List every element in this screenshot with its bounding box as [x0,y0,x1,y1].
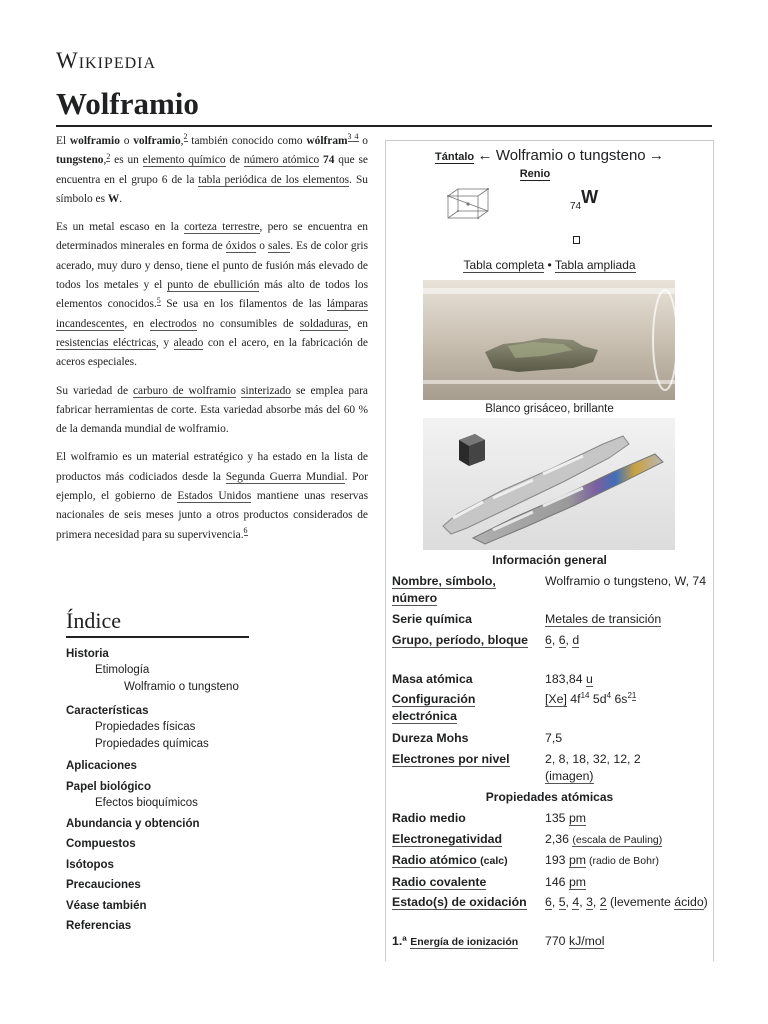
label-radio-covalente-text: Radio covalente [392,875,487,889]
sep: , [565,633,573,647]
text: El [56,135,70,147]
term-wolfram: wólfram [306,135,348,147]
label-config[interactable] [392,691,540,725]
value-masa [545,671,710,688]
radiocov-value: 146 [545,875,569,889]
ox-state-4[interactable]: 4 [572,895,580,909]
link-oxidos[interactable]: óxidos [225,240,257,253]
toc-item-historia[interactable]: Historia [66,648,109,660]
crystal-lattice-icon[interactable] [444,186,494,222]
link-periodo[interactable]: 6 [558,633,566,647]
link-pm[interactable]: pm [568,853,587,867]
label-oxidacion[interactable] [392,894,540,911]
toc-item-isotopos[interactable]: Isótopos [66,858,114,871]
toc-item-propiedades-quimicas[interactable]: Propiedades químicas [95,738,209,750]
toc-item-vease-tambien[interactable]: Véase también [66,899,147,912]
link-bloque[interactable]: d [572,633,580,647]
symbol: W [107,192,120,205]
label-serie: Serie química [392,612,472,626]
text: El wolframio es un material estratégico y ha estado en la lista de productos más codiciados desde la [56,451,368,483]
term-tungsteno: tungsteno [56,154,104,167]
element-name: Wolframio o tungsteno [495,147,646,164]
label-nombre[interactable] [392,573,540,607]
label-nombre-text: Nombre, símbolo, número [392,574,496,605]
link-elemento-quimico[interactable]: elemento químico [142,154,226,167]
ox-state-5[interactable]: 5 [558,895,566,909]
next-element-link[interactable]: Renio [519,168,551,180]
section-atomic-properties: Propiedades atómicas [485,790,614,804]
link-sinterizado[interactable]: sinterizado [241,384,291,397]
table-wide-link[interactable]: Tabla ampliada [554,258,636,272]
ion-ordinal: 1.ª [392,934,411,948]
toc-item-referencias[interactable]: Referencias [66,920,132,932]
orbital-4f-count: 14 [580,690,590,700]
link-imagen[interactable]: (imagen) [545,769,594,783]
text: o [256,240,269,253]
link-metales-transicion[interactable]: Metales de transición [545,612,662,626]
link-soldaduras[interactable]: soldaduras [299,317,349,330]
wikipedia-logo[interactable]: Wikipedia [56,48,157,73]
value-oxidacion: 6, 5, 4, 3, 2 (levemente ácido) [545,895,708,909]
term-wolframio: wolframio [69,135,120,147]
intro-paragraph-2 [56,218,368,372]
label-config-text: Configuración electrónica [392,692,476,723]
text: o [358,135,368,147]
link-aleado[interactable]: aleado [173,336,204,349]
label-radio-atomico[interactable] [392,852,540,870]
toc-item-precauciones[interactable]: Precauciones [66,879,141,891]
text: más alto de todos los elementos conocidos. [56,279,369,311]
term-volframio: volframio [133,135,181,147]
toc-item-compuestos[interactable]: Compuestos [66,838,136,850]
toc-item-abundancia[interactable]: Abundancia y obtención [66,817,200,830]
ref-2[interactable]: 2 [183,132,188,142]
text: , en [348,317,368,330]
ox-state-2[interactable]: 2 [599,895,607,909]
table-links [386,258,713,272]
text: . Es de color gris acerado, muy duro y denso, tiene el punto de fusión más elevado de todos los metales y el [56,240,369,292]
link-pauling[interactable]: (escala de Pauling) [572,834,663,846]
oxid-text: (levemente [606,895,675,909]
sample-caption: Blanco grisáceo, brillante [485,403,614,415]
label-radio-atomico-text: Radio atómico [392,853,481,867]
label-oxidacion-text: Estado(s) de oxidación [392,895,527,909]
ref-1[interactable]: 1 [631,690,637,700]
radio-value: 135 [545,811,569,825]
intro-paragraph-1: El wolframio o volframio,$^2$ también conocido como wólfram$^{3 4}$ o tungsteno,$^2$ es un elemento químico de número atómico 74 que se encuentra en el grupo 6 de la tabla periódica de los elementos. Su símbolo es W. [56,132,368,205]
orbital-6s-count: 2 [627,690,632,700]
value-electroneg [545,831,710,849]
element-navigation [386,147,713,164]
toc-item-aplicaciones[interactable]: Aplicaciones [66,760,137,772]
intro-paragraph-4 [56,448,368,544]
left-arrow: ← [477,147,493,164]
ref-2b[interactable]: 2 [106,151,111,161]
value-config [545,691,710,708]
toc-title: Índice [66,608,249,638]
atomic-number-label: 74 [570,201,582,212]
link-pm[interactable]: pm [568,811,587,825]
toc-item-efectos-bioquimicos[interactable]: Efectos bioquímicos [95,796,198,809]
link-segunda-guerra[interactable]: Segunda Guerra Mundial [225,470,345,483]
ion-value: 770 [545,934,569,948]
link-pm[interactable]: pm [568,875,587,889]
tungsten-sample-photo[interactable] [423,280,675,400]
label-electroneg-text: Electronegatividad [392,832,503,846]
section-general-info: Información general [492,553,607,567]
value-ionizacion [545,933,710,950]
ref-3-4[interactable]: 3 4 [347,132,359,142]
link-carburo[interactable]: carburo de wolframio [133,384,236,397]
title-divider [56,125,712,127]
toc-item-caracteristicas[interactable]: Características [66,705,149,717]
text: , pero se encuentra en determinados minerales en forma de [56,221,368,253]
article-body [56,132,368,554]
ref-5[interactable]: 5 [156,295,161,305]
orbital-5d-count: 4 [606,690,612,700]
text: o [119,135,134,147]
radioat-value: 193 [545,853,569,867]
table-of-contents [66,608,366,937]
value-electrones [545,751,710,785]
text: Es un metal escaso en la [56,221,185,234]
ox-state-6[interactable]: 6 [545,895,552,909]
link-xenon[interactable]: [Xe] [545,692,567,706]
electroneg-value: 2,36 [545,832,573,846]
prev-element-link[interactable]: Tántalo [435,151,475,163]
text: Su variedad de [56,384,133,397]
text: es un [110,154,143,167]
label-electrones[interactable] [392,751,540,768]
link-kj-mol[interactable]: kJ/mol [568,934,605,948]
link-punto-ebullicion[interactable]: punto de ebullición [167,279,260,292]
label-ionizacion[interactable] [392,933,540,951]
page-title: Wolframio [56,86,199,121]
orbital-5d: 5d [589,692,607,706]
text: de [225,154,244,167]
label-grupo-text: Grupo, período, bloque [392,633,528,647]
text: mantiene unas reservas nacionales de seis meses junto a otros productos considerados de primera necesidad para su supervivencia. [56,490,368,541]
text: que se encuentra en el grupo 6 de la [56,154,368,186]
text: se emplea para fabricar herramientas de corte. Esta variedad absorbe más del 60 % de la demanda mundial de wolframio. [56,384,368,436]
link-numero-atomico[interactable]: número atómico [243,154,320,167]
toc-item-etimologia[interactable]: Etimología [95,664,150,676]
label-electrones-text: Electrones por nivel [392,752,510,766]
value-radio-covalente [545,874,710,891]
element-symbol [570,187,598,212]
intro-paragraph-3 [56,382,368,440]
text: , y [156,336,174,349]
label-radio-covalente[interactable] [392,874,540,891]
text: . Su símbolo es [56,173,368,205]
toc-item-wolframio-o-tungsteno[interactable]: Wolframio o tungsteno [124,681,239,693]
link-acido[interactable]: ácido [674,895,704,909]
symbol-label: W [581,187,599,207]
value-radio-atomico [545,852,710,870]
oxid-end: ) [703,895,708,909]
link-tabla-periodica[interactable]: tabla periódica de los elementos [198,173,350,186]
table-full-link[interactable]: Tabla completa [463,258,545,272]
value-grupo [545,632,710,649]
link-sales[interactable]: sales [268,240,291,253]
value-dureza: 7,5 [545,731,563,745]
right-arrow: → [648,147,664,164]
label-dureza: Dureza Mohs [392,731,469,745]
masa-value: 183,84 [545,672,587,686]
label-electroneg[interactable] [392,831,540,848]
label-ionizacion-text: Energía de ionización [410,936,519,948]
electrones-value: 2, 8, 18, 32, 12, 2 [545,752,641,766]
value-serie [545,611,710,628]
label-masa: Masa atómica [392,672,473,686]
tungsten-rods-photo[interactable] [423,418,675,550]
text: no consumibles de [196,317,300,330]
text: . [119,192,123,205]
orbital-6s: 6s [611,692,628,706]
text: . Por ejemplo, el gobierno de [56,470,368,503]
text: con el acero, en la fabricación de aceros especiales. [56,336,368,369]
text: , en [124,317,150,330]
label-grupo[interactable] [392,632,540,649]
bullet-separator: • [547,258,552,272]
link-unit-u[interactable]: u [586,672,593,686]
ref-6[interactable]: 6 [243,525,248,535]
atomic-number: 74 [323,154,335,167]
bohr-label: (radio de Bohr) [586,855,659,867]
sep: , [551,633,559,647]
link-estados-unidos[interactable]: Estados Unidos [177,490,252,503]
link-electrodos[interactable]: electrodos [149,317,197,330]
ox-state-3[interactable]: 3 [586,895,593,909]
calc-label: (calc) [480,855,508,867]
text: también conocido como [187,135,307,147]
link-corteza-terrestre[interactable]: corteza terrestre [184,221,260,234]
orbital-4f: 4f [566,692,581,706]
text: Se usa en los filamentos de las [160,298,327,311]
value-nombre: Wolframio o tungsteno, W, 74 [545,574,707,588]
toc-item-propiedades-fisicas[interactable]: Propiedades físicas [95,721,196,733]
label-radio-medio: Radio medio [392,811,466,825]
placeholder-icon [573,236,580,244]
toc-item-papel-biologico[interactable]: Papel biológico [66,780,151,793]
link-grupo[interactable]: 6 [545,633,552,647]
value-radio-medio [545,810,710,827]
link-resistencias[interactable]: resistencias eléctricas [56,336,157,349]
next-element [386,168,684,180]
link-lamparas[interactable]: lámparas incandescentes [56,298,368,330]
element-infobox [385,140,714,961]
